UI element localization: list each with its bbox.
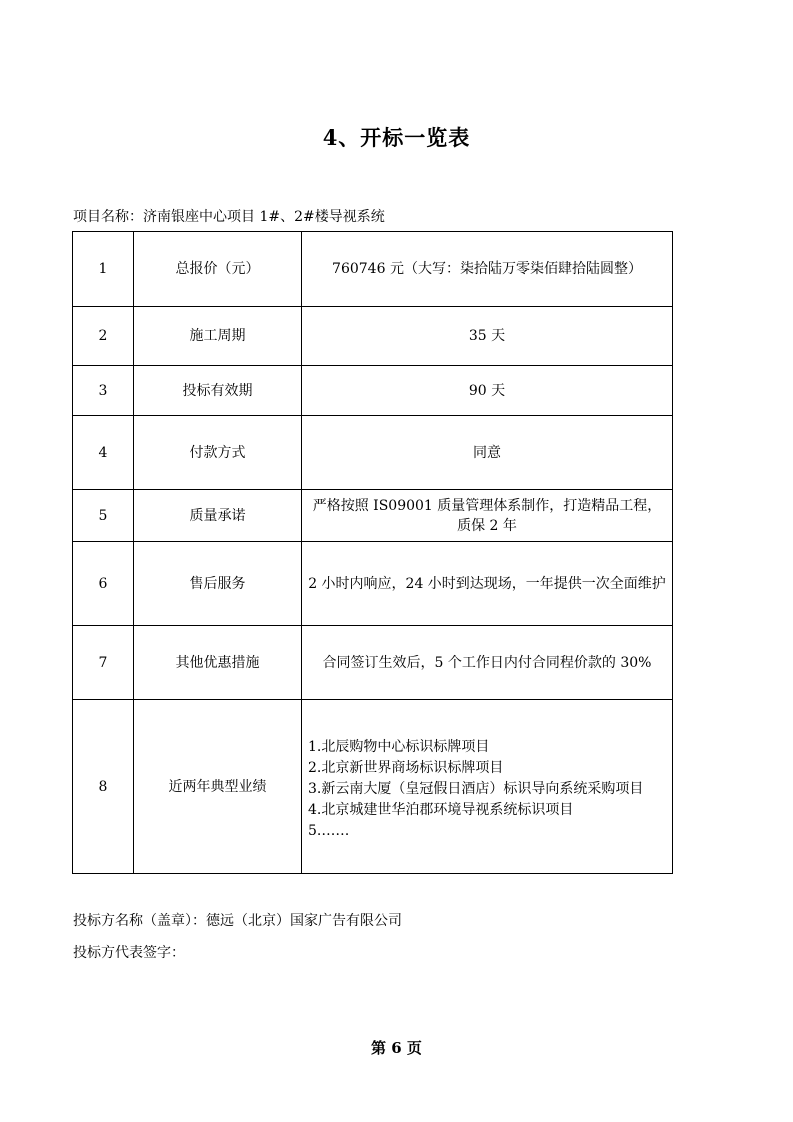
row-value: 同意 [302, 416, 673, 490]
total-price-value: 760746 元（大写：柒拾陆万零柒佰肆拾陆圆整） [302, 232, 673, 307]
table-row [73, 232, 673, 307]
list-item: 3.新云南大厦（皇冠假日酒店）标识导向系统采购项目 [308, 781, 644, 797]
list-item: 2.北京新世界商场标识标牌项目 [308, 760, 504, 776]
row-value: 合同签订生效后，5 个工作日内付合同程价款的 30% [302, 626, 673, 700]
row-label: 质量承诺 [134, 490, 302, 542]
representative-signature: 投标方代表签字： [73, 945, 185, 961]
project-name: 项目名称：济南银座中心项目 1#、2#楼导视系统 [73, 209, 385, 225]
row-number: 7 [73, 626, 134, 700]
row-number: 1 [73, 232, 134, 307]
row-number: 6 [73, 542, 134, 626]
row-value: 2 小时内响应，24 小时到达现场，一年提供一次全面维护 [302, 542, 673, 626]
bidder-name: 投标方名称（盖章）：德远（北京）国家广告有限公司 [73, 913, 402, 929]
row-label: 施工周期 [134, 307, 302, 366]
table-row [73, 542, 673, 626]
row-number: 2 [73, 307, 134, 366]
row-label: 总报价（元） [134, 232, 302, 307]
table-row [73, 416, 673, 490]
table-row [73, 366, 673, 416]
row-label: 售后服务 [134, 542, 302, 626]
table-row [73, 307, 673, 366]
row-label: 其他优惠措施 [134, 626, 302, 700]
row-label: 投标有效期 [134, 366, 302, 416]
page-number: 第 6 页 [371, 1039, 422, 1057]
list-item: 5.…… [308, 823, 350, 839]
row-label: 付款方式 [134, 416, 302, 490]
performance-cell [302, 700, 673, 874]
row-number: 5 [73, 490, 134, 542]
table-row [73, 700, 673, 874]
list-item: 4.北京城建世华泊郡环境导视系统标识项目 [308, 802, 574, 818]
row-number: 8 [73, 700, 134, 874]
table-row [73, 490, 673, 542]
row-label: 近两年典型业绩 [134, 700, 302, 874]
page-title: 4、开标一览表 [322, 125, 471, 150]
row-number: 3 [73, 366, 134, 416]
list-item: 1.北辰购物中心标识标牌项目 [308, 739, 490, 755]
table-row [73, 626, 673, 700]
row-value: 35 天 [302, 307, 673, 366]
row-value: 严格按照 IS09001 质量管理体系制作，打造精品工程，质保 2 年 [302, 490, 673, 542]
bid-summary-table [72, 231, 673, 874]
performance-list [308, 731, 666, 842]
row-number: 4 [73, 416, 134, 490]
row-value: 90 天 [302, 366, 673, 416]
